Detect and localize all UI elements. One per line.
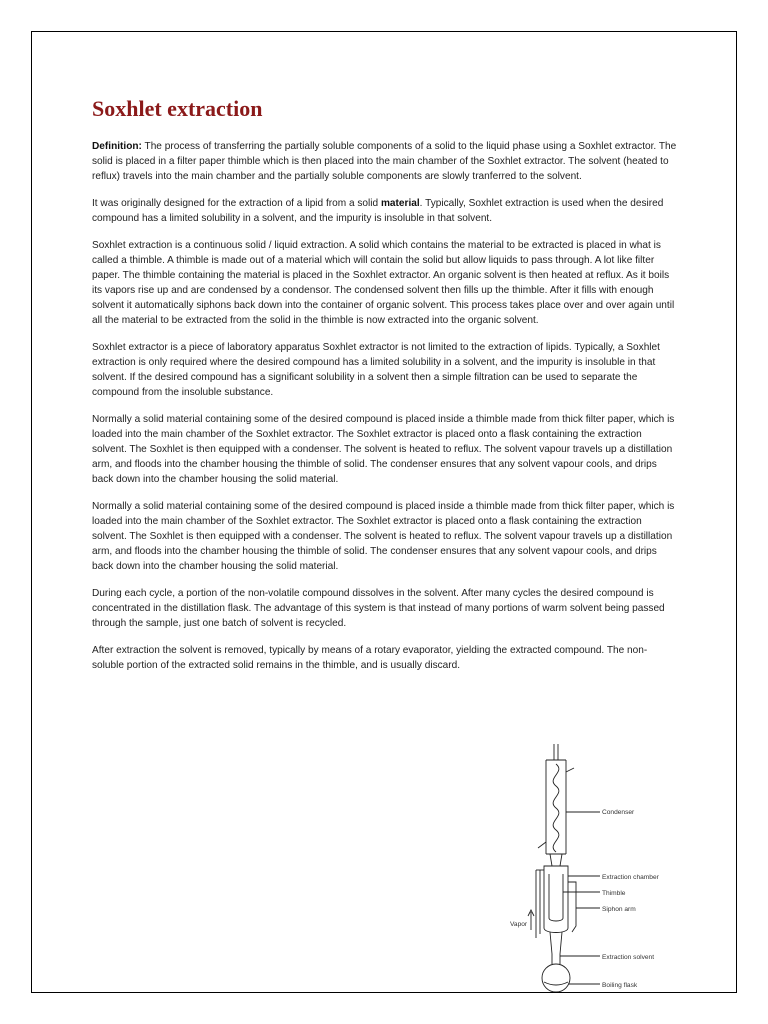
definition-label: Definition:: [92, 141, 142, 152]
page-title: Soxhlet extraction: [92, 96, 263, 121]
document-page: [31, 31, 737, 993]
paragraph-continuous-extraction: Soxhlet extraction is a continuous solid / liquid extraction. A solid which contains the material to be extracted is placed in what is called a thimble. A thimble is made out of a material which will contain the solid but allow liquids to pass through. A lot like filter paper. The thimble containing the material is placed in the Soxhlet extractor. An organic solvent is then heated at reflux. As it boils its vapors rise up and are condensed by a condensor. The condensed solvent then fills up the thimble. After it fills with enough solvent it automatically siphons back down into the container of organic solvent. This process takes place over and over again until all the material to be extracted from the solid in the thimble is now extracted into the organic solvent.: [92, 240, 675, 326]
label-vapor: Vapor: [510, 921, 528, 928]
paragraph-origin: [92, 196, 678, 226]
paragraph-procedure: Normally a solid material containing some of the desired compound is placed inside a thimble made from thick filter paper, which is loaded into the main chamber of the Soxhlet extractor. The Soxhlet extractor is placed onto a flask containing the extraction solvent. The Soxhlet is then equipped with a condenser. The solvent is heated to reflux. The solvent vapour travels up a distillation arm, and floods into the chamber housing the thimble of solid. The condenser ensures that any solvent vapour cools, and drips back down into the chamber housing the solid material.: [92, 414, 675, 485]
label-boiling-flask: Boiling flask: [602, 982, 638, 989]
origin-text-before: It was originally designed for the extraction of a lipid from a solid: [92, 198, 381, 209]
soxhlet-diagram: [506, 742, 706, 992]
paragraph-apparatus: Soxhlet extractor is a piece of laboratory apparatus Soxhlet extractor is not limited to the extraction of lipids. Typically, a Soxhlet extraction is only required where the desired compound has a limited solubility in a solvent, and the impurity is insoluble in that solvent. If the desired compound has a significant solubility in a solvent then a simple filtration can be used to separate the compound from the insoluble substance.: [92, 342, 660, 398]
label-extraction-solvent: Extraction solvent: [602, 954, 655, 961]
paragraph-procedure-repeat: Normally a solid material containing some of the desired compound is placed inside a thimble made from thick filter paper, which is loaded into the main chamber of the Soxhlet extractor. The Soxhlet extractor is placed onto a flask containing the extraction solvent. The Soxhlet is then equipped with a condenser. The solvent is heated to reflux. The solvent vapour travels up a distillation arm, and floods into the chamber housing the thimble of solid. The condenser ensures that any solvent vapour cools, and drips back down into the chamber housing the solid material.: [92, 501, 675, 572]
label-condenser: Condenser: [602, 809, 635, 816]
origin-text-after: . Typically, Soxhlet extraction is used when the desired compound has a limited solubility in a solvent, and the impurity is insoluble in that solvent.: [92, 198, 664, 224]
label-extraction-chamber: Extraction chamber: [602, 874, 659, 881]
label-siphon-arm: Siphon arm: [602, 906, 636, 913]
material-link[interactable]: material: [380, 198, 420, 209]
soxhlet-apparatus-illustration: [506, 742, 706, 992]
paragraph-cycle: During each cycle, a portion of the non-volatile compound dissolves in the solvent. After many cycles the desired compound is concentrated in the distillation flask. The advantage of this system is that instead of many portions of warm solvent being passed through the sample, just one batch of solvent is recycled.: [92, 588, 665, 629]
document-content: [92, 96, 678, 685]
label-thimble: Thimble: [602, 890, 626, 897]
paragraph-after-extraction: After extraction the solvent is removed, typically by means of a rotary evaporator, yielding the extracted compound. The non-soluble portion of the extracted solid remains in the thimble, and is usually discard.: [92, 645, 648, 671]
definition-text: The process of transferring the partially soluble components of a solid to the liquid phase using a Soxhlet extractor. The solid is placed in a filter paper thimble which is then placed into the main chamber of the Soxhlet extractor. The solvent (heated to reflux) travels into the main chamber and the partially soluble components are slowly tranferred to the solvent.: [92, 141, 677, 182]
paragraph-definition: [92, 139, 678, 184]
